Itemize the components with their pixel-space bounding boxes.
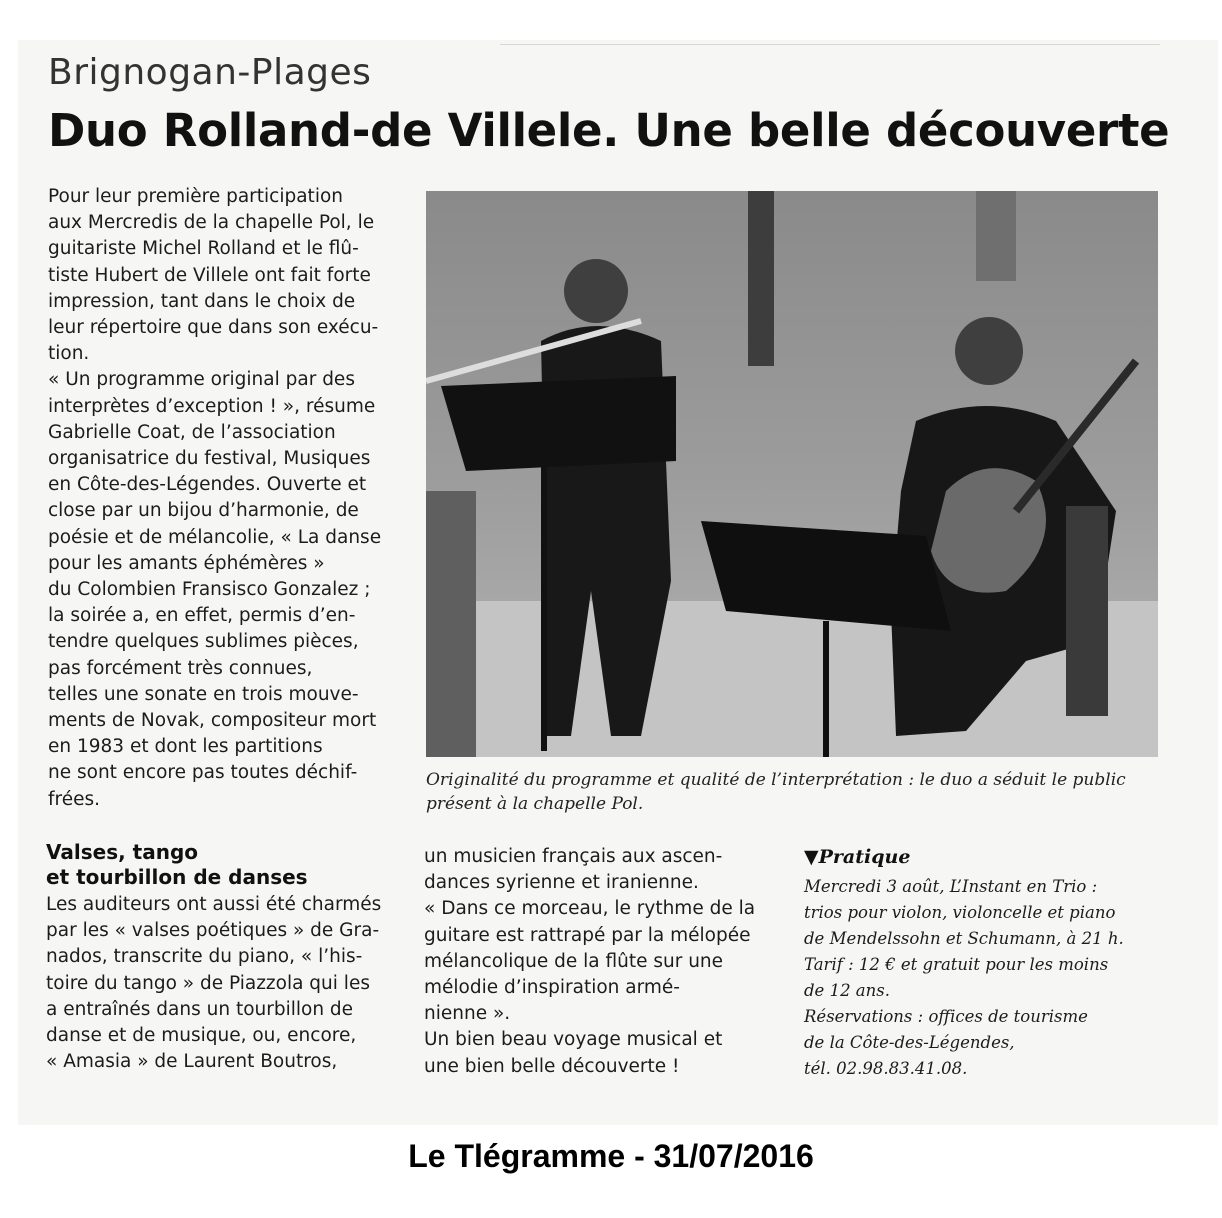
body-line: toire du tango » de Piazzola qui les (46, 972, 370, 994)
caption-line: Originalité du programme et qualité de l’interprétation : le duo a séduit le public (426, 770, 1126, 790)
body-line: ments de Novak, compositeur mort (48, 710, 377, 732)
body-line: frées. (48, 788, 100, 810)
body-line: organisatrice du festival, Musiques (48, 448, 371, 470)
pratique-line: tél. 02.98.83.41.08. (804, 1059, 968, 1078)
photo-caption (426, 768, 1158, 816)
body-line: tendre quelques sublimes pièces, (48, 631, 359, 653)
body-line: un musicien français aux ascen- (424, 846, 723, 867)
body-line: pour les amants éphémères » (48, 552, 325, 574)
pratique-line: Tarif : 12 € et gratuit pour les moins (804, 955, 1109, 974)
source-credit: Le Tlégramme - 31/07/2016 (408, 1138, 814, 1174)
body-line: guitare est rattrapé par la mélopée (424, 924, 751, 946)
bleed-through-left (20, 90, 46, 990)
body-line: a entraînés dans un tourbillon de (46, 998, 354, 1020)
pratique-info (804, 874, 1154, 1082)
body-line: aux Mercredis de la chapelle Pol, le (48, 212, 375, 234)
body-line: mélodie d’inspiration armé- (424, 977, 680, 999)
body-line: guitariste Michel Rolland et le flû- (48, 238, 359, 260)
body-line: dances syrienne et iranienne. (424, 872, 699, 894)
pratique-line: de 12 ans. (804, 981, 890, 1000)
subheading-line: Valses, tango (46, 840, 199, 864)
body-line: tion. (48, 343, 90, 365)
article-headline: Duo Rolland-de Villele. Une belle découverte (48, 104, 1170, 157)
body-line: nienne ». (424, 1003, 511, 1025)
body-line: « Un programme original par des (48, 369, 355, 391)
article-column-1b (46, 892, 394, 1075)
body-line: « Amasia » de Laurent Boutros, (46, 1051, 338, 1073)
pratique-line: Mercredi 3 août, L’Instant en Trio : (804, 877, 1098, 896)
subheading-line: et tourbillon de danses (46, 865, 308, 889)
body-line: du Colombien Fransisco Gonzalez ; (48, 579, 371, 601)
duo-photo-illustration (426, 191, 1158, 757)
concert-photo (426, 191, 1158, 757)
body-line: pas forcément très connues, (48, 657, 313, 679)
body-line: par les « valses poétiques » de Gra- (46, 920, 380, 942)
pratique-line: trios pour violon, violoncelle et piano (804, 903, 1116, 922)
pratique-line: de Mendelssohn et Schumann, à 21 h. (804, 929, 1124, 948)
body-line: Gabrielle Coat, de l’association (48, 421, 336, 443)
body-line: poésie et de mélancolie, « La danse (48, 526, 382, 548)
body-line: en Côte-des-Légendes. Ouverte et (48, 474, 367, 496)
body-line: Pour leur première participation (48, 186, 343, 207)
article-location: Brignogan-Plages (48, 52, 372, 93)
body-line: tiste Hubert de Villele ont fait forte (48, 264, 371, 286)
body-line: la soirée a, en effet, permis d’en- (48, 605, 356, 627)
bleed-through-middle (398, 190, 426, 1070)
body-line: leur répertoire que dans son exécu- (48, 317, 379, 339)
bleed-through-top (500, 44, 1160, 105)
pratique-line: de la Côte-des-Légendes, (804, 1033, 1015, 1052)
body-line: « Dans ce morceau, le rythme de la (424, 898, 756, 920)
body-line: telles une sonate en trois mouve- (48, 683, 359, 705)
body-line: interprètes d’exception ! », résume (48, 395, 376, 417)
body-line: Un bien beau voyage musical et (424, 1029, 723, 1051)
body-line: impression, tant dans le choix de (48, 290, 356, 312)
article-column-1 (48, 184, 397, 813)
body-line: nados, transcrite du piano, « l’his- (46, 946, 363, 968)
body-line: close par un bijou d’harmonie, de (48, 500, 359, 522)
body-line: une bien belle découverte ! (424, 1055, 680, 1077)
body-line: ne sont encore pas toutes déchif- (48, 762, 358, 784)
article-column-2 (424, 844, 774, 1080)
article-subheading (46, 840, 308, 890)
caption-line: présent à la chapelle Pol. (426, 794, 644, 814)
body-line: Les auditeurs ont aussi été charmés (46, 894, 382, 915)
body-line: mélancolique de la flûte sur une (424, 950, 724, 972)
body-line: en 1983 et dont les partitions (48, 736, 323, 758)
pratique-line: Réservations : offices de tourisme (804, 1007, 1088, 1026)
body-line: danse et de musique, ou, encore, (46, 1025, 357, 1047)
pratique-heading: ▼Pratique (804, 846, 911, 868)
